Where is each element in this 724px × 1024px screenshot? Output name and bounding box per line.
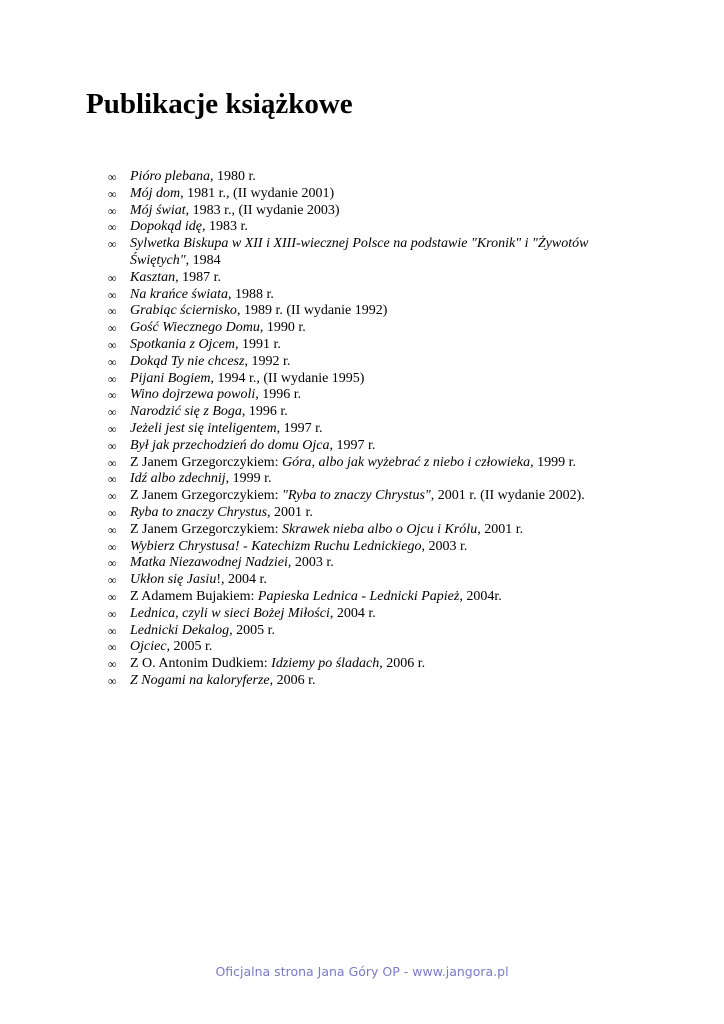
publication-item: [108, 572, 618, 589]
list-bullet-icon: ∞: [108, 337, 117, 352]
list-bullet-icon: ∞: [108, 573, 117, 588]
publication-title: Sylwetka Biskupa w XII i XIII-wiecznej Polsce na podstawie "Kronik" i "Żywotów Świętych": [130, 236, 589, 268]
publication-item: [108, 455, 618, 472]
list-bullet-icon: ∞: [108, 321, 117, 336]
publication-item: [108, 488, 618, 505]
publication-detail: , 1990 r.: [259, 320, 306, 336]
publication-title: Dokąd Ty nie chcesz: [130, 353, 245, 369]
publication-detail: 2005 r.: [170, 639, 213, 655]
publication-detail: Z Janem Grzegorczykiem:: [130, 521, 282, 537]
publication-item: [108, 639, 618, 656]
publication-item: [108, 673, 618, 690]
list-bullet-icon: ∞: [108, 472, 117, 487]
publication-detail: , 2001 r.: [267, 504, 313, 520]
publication-detail: , 2004 r.: [329, 605, 376, 621]
list-bullet-icon: ∞: [108, 304, 117, 319]
publication-item: [108, 371, 618, 388]
list-bullet-icon: ∞: [108, 640, 117, 655]
publication-title: Mój dom: [130, 185, 181, 201]
publication-detail: , 2006 r.: [269, 672, 316, 688]
publication-detail: , 2006 r.: [379, 656, 426, 672]
publication-list: [108, 169, 618, 690]
publication-title: Lednica, czyli w sieci Bożej Miłości: [130, 605, 330, 621]
publication-item: [108, 539, 618, 556]
publication-detail: , 1999 r.: [530, 454, 576, 470]
publication-detail: , 2004r.: [459, 588, 502, 604]
publication-title: "Ryba to znaczy Chrystus": [282, 488, 431, 504]
publication-title: Wybierz Chrystusa! - Katechizm Ruchu Lednickiego,: [130, 538, 425, 554]
publication-detail: Z O. Antonim Dudkiem:: [130, 656, 272, 672]
publication-detail: , 1987 r.: [175, 269, 222, 285]
publication-item: [108, 438, 618, 455]
list-bullet-icon: ∞: [108, 438, 117, 453]
publication-detail: , 1996 r.: [241, 404, 288, 420]
list-bullet-icon: ∞: [108, 371, 117, 386]
footer-site-credit: Oficjalna strona Jana Góry OP - www.jangora.pl: [215, 964, 509, 979]
publication-item: [108, 169, 618, 186]
publication-item: [108, 337, 618, 354]
publication-detail: , 2003 r.: [287, 555, 334, 571]
list-bullet-icon: ∞: [108, 237, 117, 252]
publication-item: [108, 471, 618, 488]
list-bullet-icon: ∞: [108, 405, 117, 420]
publication-title: Skrawek nieba albo o Ojcu i Królu: [282, 521, 478, 537]
list-bullet-icon: ∞: [108, 489, 117, 504]
publication-title: Idziemy po śladach: [271, 656, 380, 672]
publication-item: [108, 387, 618, 404]
list-bullet-icon: ∞: [108, 220, 117, 235]
publication-title: Był jak przechodzień do domu Ojca: [130, 437, 330, 453]
publication-detail: , 1997 r.: [276, 420, 323, 436]
publication-detail: , 1983 r., (II wydanie 2003): [185, 202, 340, 218]
publication-item: [108, 203, 618, 220]
publication-detail: Z Janem Grzegorczykiem:: [130, 454, 282, 470]
publication-detail: , 2001 r. (II wydanie 2002).: [430, 488, 585, 504]
publication-title: Idź albo zdechnij: [130, 471, 226, 487]
publication-item: [108, 555, 618, 572]
list-bullet-icon: ∞: [108, 354, 117, 369]
publication-item: [108, 404, 618, 421]
publication-title: Lednicki Dekalog,: [130, 622, 233, 638]
publication-title: Narodzić się z Boga: [130, 404, 242, 420]
list-bullet-icon: ∞: [108, 287, 117, 302]
publication-detail: Z Adamem Bujakiem:: [130, 588, 258, 604]
publication-title: Ojciec,: [130, 639, 171, 655]
publication-title: Gość Wiecznego Domu: [130, 320, 260, 336]
publication-item: [108, 421, 618, 438]
publication-detail: , 1999 r.: [225, 471, 272, 487]
publication-title: Ryba to znaczy Chrystus: [130, 504, 268, 520]
publication-title: Pijani Bogiem: [130, 370, 211, 386]
publication-title: Mój świat: [130, 202, 186, 218]
publication-detail: , 1996 r.: [255, 387, 302, 403]
publication-detail: !, 2004 r.: [216, 572, 267, 588]
list-bullet-icon: ∞: [108, 657, 117, 672]
publication-title: Jeżeli jest się inteligentem: [130, 420, 277, 436]
list-bullet-icon: ∞: [108, 589, 117, 604]
publication-detail: 2003 r.: [425, 538, 468, 554]
list-bullet-icon: ∞: [108, 388, 117, 403]
publication-item: [108, 236, 618, 270]
publication-title: Na krańce świata: [130, 286, 228, 302]
publication-detail: , 1984: [185, 252, 221, 268]
publication-title: Wino dojrzewa powoli: [130, 387, 256, 403]
publication-item: [108, 505, 618, 522]
list-bullet-icon: ∞: [108, 170, 117, 184]
publication-title: Spotkania z Ojcem,: [130, 336, 239, 352]
publication-title: Ukłon się Jasiu: [130, 572, 217, 588]
publication-title: Grabiąc ściernisko: [130, 303, 237, 319]
publication-item: [108, 354, 618, 371]
publication-title: Matka Niezawodnej Nadziei: [130, 555, 288, 571]
publication-detail: 2005 r.: [232, 622, 276, 638]
publication-detail: , 1997 r.: [329, 437, 376, 453]
publication-item: [108, 656, 618, 673]
publication-title: Z Nogami na kaloryferze: [130, 672, 270, 688]
publication-detail: Z Janem Grzegorczykiem:: [130, 488, 282, 504]
publication-item: [108, 606, 618, 623]
list-bullet-icon: ∞: [108, 421, 117, 436]
publication-item: [108, 320, 618, 337]
publication-title: Góra, albo jak wyżebrać z niebo i człowieka: [282, 454, 531, 470]
list-bullet-icon: ∞: [108, 539, 117, 554]
publication-item: [108, 623, 618, 640]
page-title: Publikacje książkowe: [86, 88, 353, 120]
list-bullet-icon: ∞: [108, 186, 117, 201]
publication-item: [108, 287, 618, 304]
publication-title: Pióro plebana: [130, 169, 210, 184]
list-bullet-icon: ∞: [108, 673, 117, 688]
publication-item: [108, 589, 618, 606]
publication-item: [108, 186, 618, 203]
publication-detail: , 1980 r.: [209, 169, 256, 184]
publication-detail: , 1992 r.: [244, 353, 291, 369]
list-bullet-icon: ∞: [108, 270, 117, 285]
publication-item: [108, 270, 618, 287]
publication-item: [108, 522, 618, 539]
publication-detail: , 1989 r. (II wydanie 1992): [236, 303, 388, 319]
publication-detail: , 1981 r., (II wydanie 2001): [180, 185, 335, 201]
list-bullet-icon: ∞: [108, 203, 117, 218]
publication-detail: 1991 r.: [238, 336, 281, 352]
publication-item: [108, 219, 618, 236]
publication-title: Papieska Lednica - Lednicki Papież: [257, 588, 460, 604]
publication-detail: , 1983 r.: [201, 219, 248, 235]
publication-item: [108, 303, 618, 320]
list-bullet-icon: ∞: [108, 606, 117, 621]
publication-detail: , 2001 r.: [477, 521, 524, 537]
list-bullet-icon: ∞: [108, 455, 117, 470]
publication-title: Dopokąd idę: [130, 219, 202, 235]
publication-title: Kasztan: [130, 269, 176, 285]
publication-detail: , 1994 r., (II wydanie 1995): [210, 370, 365, 386]
list-bullet-icon: ∞: [108, 505, 117, 520]
list-bullet-icon: ∞: [108, 522, 117, 537]
list-bullet-icon: ∞: [108, 556, 117, 571]
publication-detail: , 1988 r.: [228, 286, 274, 302]
list-bullet-icon: ∞: [108, 623, 117, 638]
